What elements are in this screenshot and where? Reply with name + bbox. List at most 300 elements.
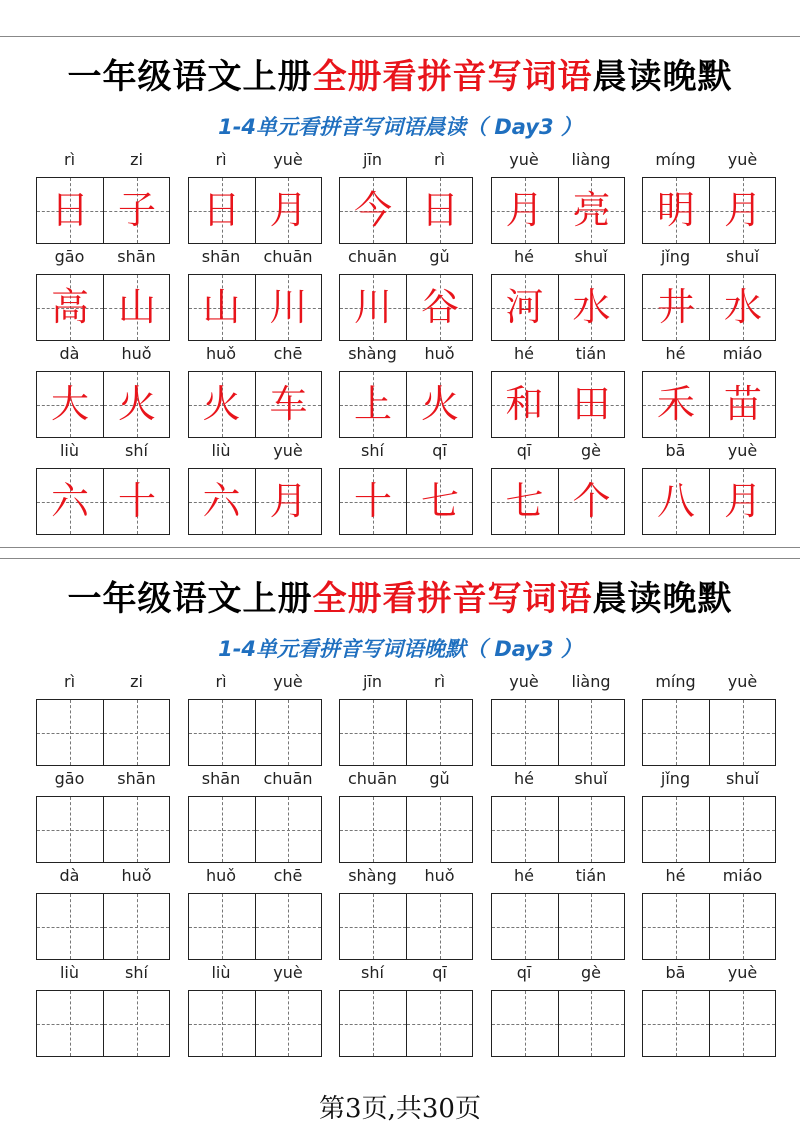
hanzi-character: 月	[723, 479, 762, 523]
tianzige-cell[interactable]	[37, 991, 103, 1056]
tianzige-cell[interactable]	[189, 991, 255, 1056]
tianzige-box	[491, 177, 625, 244]
pinyin-label: shān	[117, 247, 156, 266]
tianzige-box[interactable]	[36, 990, 170, 1057]
tianzige-cell[interactable]	[255, 894, 321, 959]
tianzige-cell[interactable]	[558, 797, 624, 862]
pinyin-label: yuè	[727, 150, 758, 169]
guide-line-vertical	[440, 991, 441, 1056]
tianzige-box	[36, 177, 170, 244]
pinyin-label: yuè	[727, 441, 758, 460]
tianzige-cell[interactable]	[37, 700, 103, 765]
hanzi-character: 井	[656, 285, 695, 329]
pinyin-label: zi	[130, 672, 143, 691]
pinyin-label: zi	[130, 150, 143, 169]
tianzige-box[interactable]	[36, 699, 170, 766]
title-red: 全册看拼音写词语	[312, 57, 593, 97]
guide-line-vertical	[288, 700, 289, 765]
word-item	[36, 768, 170, 865]
tianzige-box[interactable]	[339, 796, 473, 863]
hanzi-character: 月	[505, 188, 544, 232]
hanzi-character: 火	[117, 382, 156, 426]
evening-dictation-section	[0, 558, 800, 1079]
pinyin-label: shí	[361, 441, 384, 460]
word-item	[188, 246, 322, 343]
pinyin-label: jīn	[362, 150, 383, 169]
tianzige-cell[interactable]	[406, 700, 472, 765]
tianzige-cell	[189, 178, 255, 243]
tianzige-box	[188, 371, 322, 438]
word-item	[642, 149, 776, 246]
pinyin-label: rì	[433, 150, 446, 169]
pinyin-label: yuè	[509, 150, 539, 169]
pinyin-label: míng	[655, 672, 696, 691]
tianzige-cell	[558, 275, 624, 340]
pinyin-label: yuè	[273, 672, 303, 691]
hanzi-character: 火	[202, 382, 241, 426]
guide-line-vertical	[591, 700, 592, 765]
tianzige-box	[188, 177, 322, 244]
word-item	[36, 246, 170, 343]
tianzige-cell	[255, 178, 321, 243]
tianzige-cell	[643, 178, 709, 243]
word-row	[36, 962, 776, 1059]
word-row	[36, 246, 776, 343]
guide-line-vertical	[591, 797, 592, 862]
tianzige-cell[interactable]	[643, 797, 709, 862]
pinyin-label: gāo	[54, 769, 85, 788]
word-item	[188, 440, 322, 537]
guide-line-vertical	[525, 797, 526, 862]
hanzi-character: 田	[572, 382, 611, 426]
tianzige-cell[interactable]	[558, 700, 624, 765]
tianzige-cell	[492, 469, 558, 534]
pinyin-label: chuān	[263, 247, 313, 266]
word-item	[642, 768, 776, 865]
word-item	[491, 343, 625, 440]
hanzi-character: 河	[505, 285, 544, 329]
hanzi-character: 八	[656, 479, 695, 523]
guide-line-vertical	[137, 797, 138, 862]
tianzige-cell	[103, 275, 169, 340]
word-item	[339, 962, 473, 1059]
pinyin-label: gāo	[54, 247, 85, 266]
tianzige-box[interactable]	[188, 796, 322, 863]
tianzige-box[interactable]	[188, 699, 322, 766]
pinyin-label: hé	[665, 344, 686, 363]
hanzi-character: 山	[117, 285, 156, 329]
tianzige-box	[188, 274, 322, 341]
guide-line-vertical	[676, 894, 677, 959]
word-item	[188, 343, 322, 440]
hanzi-character: 子	[117, 188, 156, 232]
subtitle: 1-4单元看拼音写词语晚默（ Day3 ）	[218, 637, 582, 661]
tianzige-cell[interactable]	[340, 894, 406, 959]
hanzi-character: 六	[50, 479, 89, 523]
word-item	[642, 246, 776, 343]
tianzige-cell[interactable]	[492, 797, 558, 862]
word-item	[491, 671, 625, 768]
tianzige-cell	[643, 469, 709, 534]
pinyin-label: gè	[581, 963, 601, 982]
word-item	[491, 865, 625, 962]
pinyin-label: dà	[59, 866, 80, 885]
word-item	[36, 671, 170, 768]
guide-line-vertical	[525, 700, 526, 765]
guide-line-vertical	[676, 797, 677, 862]
hanzi-character: 川	[353, 285, 392, 329]
hanzi-character: 山	[202, 285, 241, 329]
word-row	[36, 149, 776, 246]
word-item	[339, 768, 473, 865]
tianzige-cell[interactable]	[103, 991, 169, 1056]
word-item	[642, 440, 776, 537]
tianzige-cell[interactable]	[492, 700, 558, 765]
tianzige-box	[339, 468, 473, 535]
pinyin-label: shuǐ	[725, 769, 760, 788]
pinyin-label: qī	[432, 441, 447, 460]
tianzige-cell[interactable]	[340, 797, 406, 862]
pinyin-label: shàng	[348, 344, 397, 363]
word-item	[491, 149, 625, 246]
pinyin-label: hé	[514, 247, 534, 266]
pinyin-label: chuān	[263, 769, 313, 788]
pinyin-label: liàng	[571, 150, 611, 169]
guide-line-vertical	[373, 991, 374, 1056]
hanzi-character: 谷	[420, 285, 459, 329]
tianzige-box	[491, 371, 625, 438]
tianzige-cell	[189, 275, 255, 340]
tianzige-box	[36, 274, 170, 341]
guide-line-vertical	[743, 894, 744, 959]
word-item	[188, 865, 322, 962]
hanzi-character: 个	[572, 479, 611, 523]
pinyin-label: miáo	[722, 344, 763, 363]
word-item	[339, 671, 473, 768]
pinyin-label: yuè	[273, 963, 303, 982]
tianzige-cell	[643, 275, 709, 340]
word-row	[36, 671, 776, 768]
tianzige-box	[642, 274, 776, 341]
word-item	[491, 440, 625, 537]
morning-reading-section	[0, 36, 800, 548]
hanzi-character: 火	[420, 382, 459, 426]
word-item	[642, 865, 776, 962]
word-item	[491, 962, 625, 1059]
guide-line-vertical	[525, 991, 526, 1056]
tianzige-cell	[709, 372, 775, 437]
tianzige-box	[339, 177, 473, 244]
hanzi-character: 明	[656, 188, 695, 232]
tianzige-cell[interactable]	[709, 700, 775, 765]
subtitle: 1-4单元看拼音写词语晨读（ Day3 ）	[218, 115, 582, 139]
pinyin-label: chuān	[347, 247, 398, 266]
tianzige-box	[36, 371, 170, 438]
tianzige-cell[interactable]	[492, 991, 558, 1056]
tianzige-cell	[340, 178, 406, 243]
hanzi-character: 大	[50, 382, 89, 426]
hanzi-character: 七	[505, 479, 544, 523]
tianzige-cell[interactable]	[340, 700, 406, 765]
pinyin-label: huǒ	[205, 344, 237, 363]
hanzi-character: 十	[117, 479, 156, 523]
tianzige-cell[interactable]	[103, 700, 169, 765]
pinyin-label: dà	[59, 344, 80, 363]
tianzige-cell[interactable]	[189, 700, 255, 765]
pinyin-label: míng	[655, 150, 696, 169]
hanzi-character: 上	[353, 382, 392, 426]
word-item	[188, 768, 322, 865]
title-red: 全册看拼音写词语	[312, 579, 593, 619]
tianzige-box[interactable]	[36, 893, 170, 960]
pinyin-label: gǔ	[429, 247, 450, 266]
hanzi-character: 水	[572, 285, 611, 329]
tianzige-box[interactable]	[491, 699, 625, 766]
tianzige-box	[339, 274, 473, 341]
pinyin-label: liù	[59, 963, 80, 982]
tianzige-cell[interactable]	[709, 797, 775, 862]
tianzige-box	[491, 468, 625, 535]
hanzi-character: 车	[269, 382, 308, 426]
tianzige-box[interactable]	[642, 699, 776, 766]
hanzi-character: 日	[50, 188, 89, 232]
tianzige-cell	[340, 372, 406, 437]
guide-line-vertical	[70, 700, 71, 765]
hanzi-character: 十	[353, 479, 392, 523]
tianzige-cell[interactable]	[643, 894, 709, 959]
word-item	[339, 440, 473, 537]
tianzige-cell	[103, 469, 169, 534]
pinyin-label: yuè	[727, 672, 758, 691]
tianzige-box	[642, 468, 776, 535]
tianzige-box[interactable]	[339, 990, 473, 1057]
title-black: 一年级语文上册	[67, 579, 313, 619]
hanzi-character: 川	[269, 285, 308, 329]
word-item	[339, 246, 473, 343]
pinyin-label: shān	[117, 769, 156, 788]
tianzige-cell	[189, 372, 255, 437]
tianzige-box[interactable]	[36, 796, 170, 863]
pinyin-label: hé	[514, 344, 534, 363]
tianzige-cell[interactable]	[406, 797, 472, 862]
tianzige-box[interactable]	[188, 893, 322, 960]
pinyin-label: hé	[665, 866, 686, 885]
tianzige-box[interactable]	[642, 990, 776, 1057]
word-item	[491, 768, 625, 865]
guide-line-vertical	[591, 894, 592, 959]
tianzige-box[interactable]	[188, 990, 322, 1057]
tianzige-cell[interactable]	[255, 700, 321, 765]
hanzi-character: 高	[50, 285, 89, 329]
tianzige-cell	[255, 372, 321, 437]
tianzige-box[interactable]	[339, 893, 473, 960]
tianzige-cell[interactable]	[255, 797, 321, 862]
pinyin-label: rì	[433, 672, 446, 691]
pinyin-label: qī	[432, 963, 447, 982]
tianzige-cell[interactable]	[406, 894, 472, 959]
tianzige-cell	[492, 178, 558, 243]
word-row	[36, 768, 776, 865]
word-row	[36, 440, 776, 537]
tianzige-cell[interactable]	[37, 797, 103, 862]
hanzi-character: 禾	[656, 382, 695, 426]
pinyin-label: yuè	[509, 672, 539, 691]
tianzige-box[interactable]	[491, 796, 625, 863]
tianzige-cell	[37, 275, 103, 340]
hanzi-character: 月	[269, 188, 308, 232]
tianzige-cell	[406, 275, 472, 340]
pinyin-label: tián	[575, 344, 607, 363]
hanzi-character: 日	[420, 188, 459, 232]
pinyin-label: jīn	[362, 672, 383, 691]
tianzige-cell[interactable]	[189, 894, 255, 959]
guide-line-vertical	[440, 700, 441, 765]
tianzige-cell[interactable]	[103, 894, 169, 959]
tianzige-cell[interactable]	[492, 894, 558, 959]
pinyin-label: shān	[201, 247, 241, 266]
tianzige-cell	[406, 178, 472, 243]
hanzi-character: 日	[202, 188, 241, 232]
tianzige-cell[interactable]	[558, 991, 624, 1056]
tianzige-cell	[103, 178, 169, 243]
tianzige-cell	[558, 469, 624, 534]
word-item	[188, 671, 322, 768]
tianzige-box	[491, 274, 625, 341]
tianzige-box	[642, 371, 776, 438]
tianzige-cell	[255, 469, 321, 534]
tianzige-box[interactable]	[339, 699, 473, 766]
pinyin-label: huǒ	[121, 866, 152, 885]
tianzige-box	[188, 468, 322, 535]
pinyin-label: liàng	[571, 672, 611, 691]
tianzige-cell	[255, 275, 321, 340]
word-item	[36, 149, 170, 246]
hanzi-character: 亮	[572, 188, 611, 232]
hanzi-character: 和	[505, 382, 544, 426]
guide-line-vertical	[743, 700, 744, 765]
pinyin-label: shuǐ	[725, 247, 760, 266]
word-grid-evening	[36, 671, 776, 1059]
guide-line-vertical	[222, 700, 223, 765]
title-black: 一年级语文上册	[67, 57, 313, 97]
pinyin-label: shān	[201, 769, 241, 788]
word-item	[36, 962, 170, 1059]
pinyin-label: shàng	[348, 866, 397, 885]
pinyin-label: miáo	[722, 866, 763, 885]
pinyin-label: liù	[211, 441, 231, 460]
word-item	[642, 343, 776, 440]
tianzige-cell[interactable]	[37, 894, 103, 959]
tianzige-cell	[492, 372, 558, 437]
tianzige-cell	[103, 372, 169, 437]
guide-line-vertical	[743, 797, 744, 862]
hanzi-character: 今	[353, 188, 392, 232]
guide-line-vertical	[373, 894, 374, 959]
word-item	[642, 671, 776, 768]
tianzige-cell[interactable]	[103, 797, 169, 862]
guide-line-vertical	[137, 700, 138, 765]
pinyin-label: rì	[215, 150, 227, 169]
word-item	[188, 149, 322, 246]
pinyin-label: yuè	[273, 150, 303, 169]
tianzige-box[interactable]	[491, 990, 625, 1057]
tianzige-cell[interactable]	[709, 991, 775, 1056]
guide-line-vertical	[288, 991, 289, 1056]
pinyin-label: jǐng	[660, 247, 691, 266]
word-item	[339, 865, 473, 962]
word-item	[36, 343, 170, 440]
page-title	[0, 571, 800, 620]
guide-line-vertical	[743, 991, 744, 1056]
guide-line-vertical	[137, 894, 138, 959]
word-row	[36, 343, 776, 440]
tianzige-cell	[406, 372, 472, 437]
pinyin-label: huǒ	[121, 344, 152, 363]
tianzige-cell[interactable]	[643, 991, 709, 1056]
page-number: 第3页,共30页	[319, 1094, 481, 1124]
tianzige-cell	[37, 469, 103, 534]
hanzi-character: 月	[723, 188, 762, 232]
tianzige-cell	[340, 469, 406, 534]
pinyin-label: hé	[514, 866, 534, 885]
tianzige-box[interactable]	[642, 893, 776, 960]
tianzige-cell[interactable]	[340, 991, 406, 1056]
pinyin-label: bā	[665, 441, 686, 460]
hanzi-character: 苗	[723, 382, 762, 426]
tianzige-box[interactable]	[491, 893, 625, 960]
tianzige-cell[interactable]	[643, 700, 709, 765]
tianzige-cell[interactable]	[709, 894, 775, 959]
guide-line-vertical	[373, 700, 374, 765]
word-grid-morning	[36, 149, 776, 537]
tianzige-cell	[189, 469, 255, 534]
word-item	[339, 149, 473, 246]
tianzige-cell	[340, 275, 406, 340]
guide-line-vertical	[222, 991, 223, 1056]
pinyin-label: rì	[63, 672, 76, 691]
pinyin-label: yuè	[727, 963, 758, 982]
pinyin-label: chē	[273, 344, 303, 363]
guide-line-vertical	[525, 894, 526, 959]
tianzige-box[interactable]	[642, 796, 776, 863]
guide-line-vertical	[70, 894, 71, 959]
guide-line-vertical	[676, 700, 677, 765]
pinyin-label: shí	[125, 441, 148, 460]
pinyin-label: bā	[665, 963, 686, 982]
pinyin-label: shí	[361, 963, 384, 982]
pinyin-label: hé	[514, 769, 534, 788]
title-tail: 晨读晚默	[592, 57, 733, 97]
pinyin-label: shuǐ	[574, 769, 608, 788]
page-title	[0, 49, 800, 98]
word-item	[642, 962, 776, 1059]
title-tail: 晨读晚默	[592, 579, 733, 619]
guide-line-vertical	[440, 894, 441, 959]
guide-line-vertical	[137, 991, 138, 1056]
tianzige-cell	[709, 275, 775, 340]
pinyin-label: shí	[125, 963, 148, 982]
pinyin-label: huǒ	[424, 344, 455, 363]
pinyin-label: qī	[516, 963, 532, 982]
pinyin-label: rì	[215, 672, 227, 691]
pinyin-label: huǒ	[424, 866, 455, 885]
tianzige-cell[interactable]	[558, 894, 624, 959]
pinyin-label: jǐng	[660, 769, 691, 788]
tianzige-cell[interactable]	[406, 991, 472, 1056]
tianzige-cell[interactable]	[189, 797, 255, 862]
tianzige-cell[interactable]	[255, 991, 321, 1056]
word-item	[339, 343, 473, 440]
